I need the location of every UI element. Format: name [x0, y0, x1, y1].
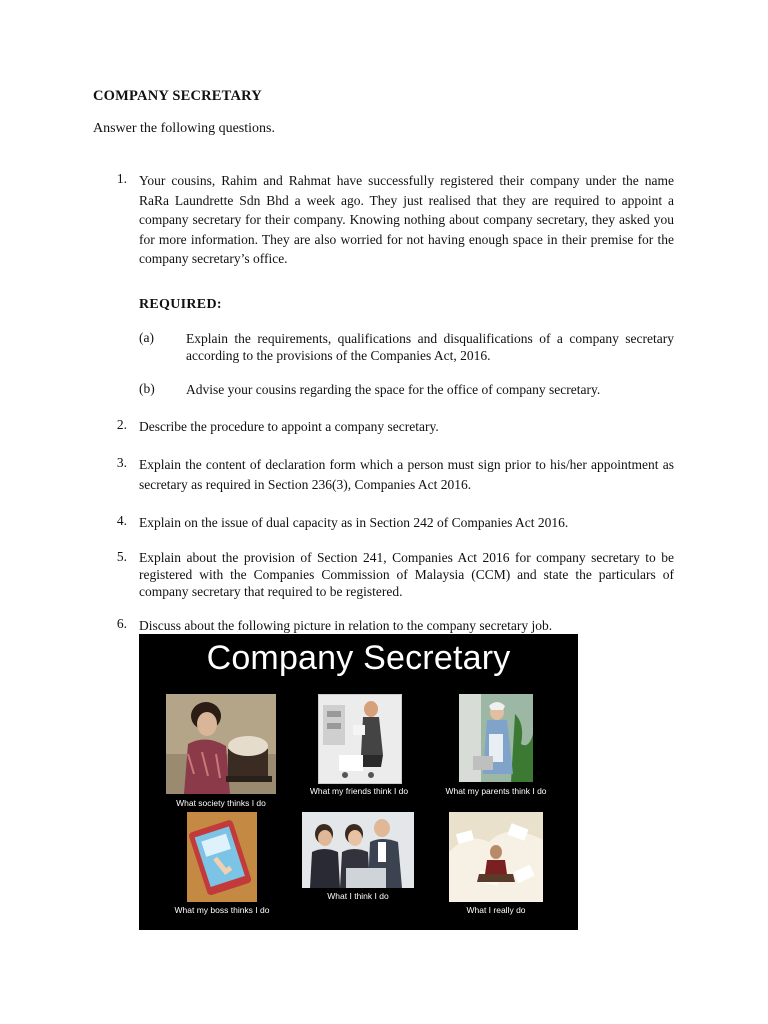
- question-number: 3.: [116, 455, 127, 470]
- question-number: 1.: [116, 171, 127, 186]
- required-heading: REQUIRED:: [139, 297, 222, 312]
- sub-question-label: (a): [139, 330, 154, 345]
- office-woman-photo: [318, 694, 402, 784]
- meme-poster: [139, 634, 578, 930]
- question-text: Explain on the issue of dual capacity as in Section 242 of Companies Act 2016.: [139, 515, 569, 530]
- question-number: 6.: [116, 616, 127, 631]
- caption: What society thinks I do: [176, 798, 266, 808]
- question-text: Explain the content of declaration form which a person must sign prior to his/her appointment as secretary as required in Section 236(3), Companies Act 2016.: [139, 457, 674, 492]
- instructions: Answer the following questions.: [93, 121, 275, 136]
- caption: What I think I do: [327, 891, 389, 901]
- question-number: 2.: [116, 417, 127, 432]
- question-text: Your cousins, Rahim and Rahmat have successfully registered their company under the name RaRa Laundrette Sdn Bhd a week ago. They just realised that they are required to appoint a company secretary for their company. Knowing nothing about company secretary, they asked you for more information. They are also worried for not having enough space in their premise for the company secretary’s office.: [139, 173, 674, 266]
- caption: What my boss thinks I do: [174, 905, 270, 915]
- sub-question-label: (b): [139, 381, 155, 396]
- caption: What I really do: [466, 905, 526, 915]
- caption: What my parents think I do: [445, 786, 547, 796]
- question-text: Explain about the provision of Section 241, Companies Act 2016 for company secretary to be registered with the Companies Commission of Malaysia (CCM) and state the particulars of company secretary that required to be registered.: [139, 550, 674, 599]
- sub-question-text: Advise your cousins regarding the space for the office of company secretary.: [186, 382, 601, 397]
- sub-question-text: Explain the requirements, qualifications and disqualifications of a company secretary according to the provisions of the Companies Act, 2016.: [186, 331, 674, 363]
- document-title: COMPANY SECRETARY: [93, 88, 262, 104]
- tablet-photo: [187, 812, 257, 902]
- caption: What my friends think I do: [309, 786, 409, 796]
- question-text: Describe the procedure to appoint a company secretary.: [139, 419, 439, 434]
- cleaning-lady-photo: [459, 694, 533, 782]
- question-number: 4.: [116, 513, 127, 528]
- business-team-photo: [302, 812, 414, 888]
- paper-pile-photo: [449, 812, 543, 902]
- question-text: Discuss about the following picture in relation to the company secretary job.: [139, 618, 553, 633]
- vintage-typist-photo: [166, 694, 276, 794]
- poster-title: Company Secretary: [206, 639, 511, 677]
- question-number: 5.: [116, 549, 127, 564]
